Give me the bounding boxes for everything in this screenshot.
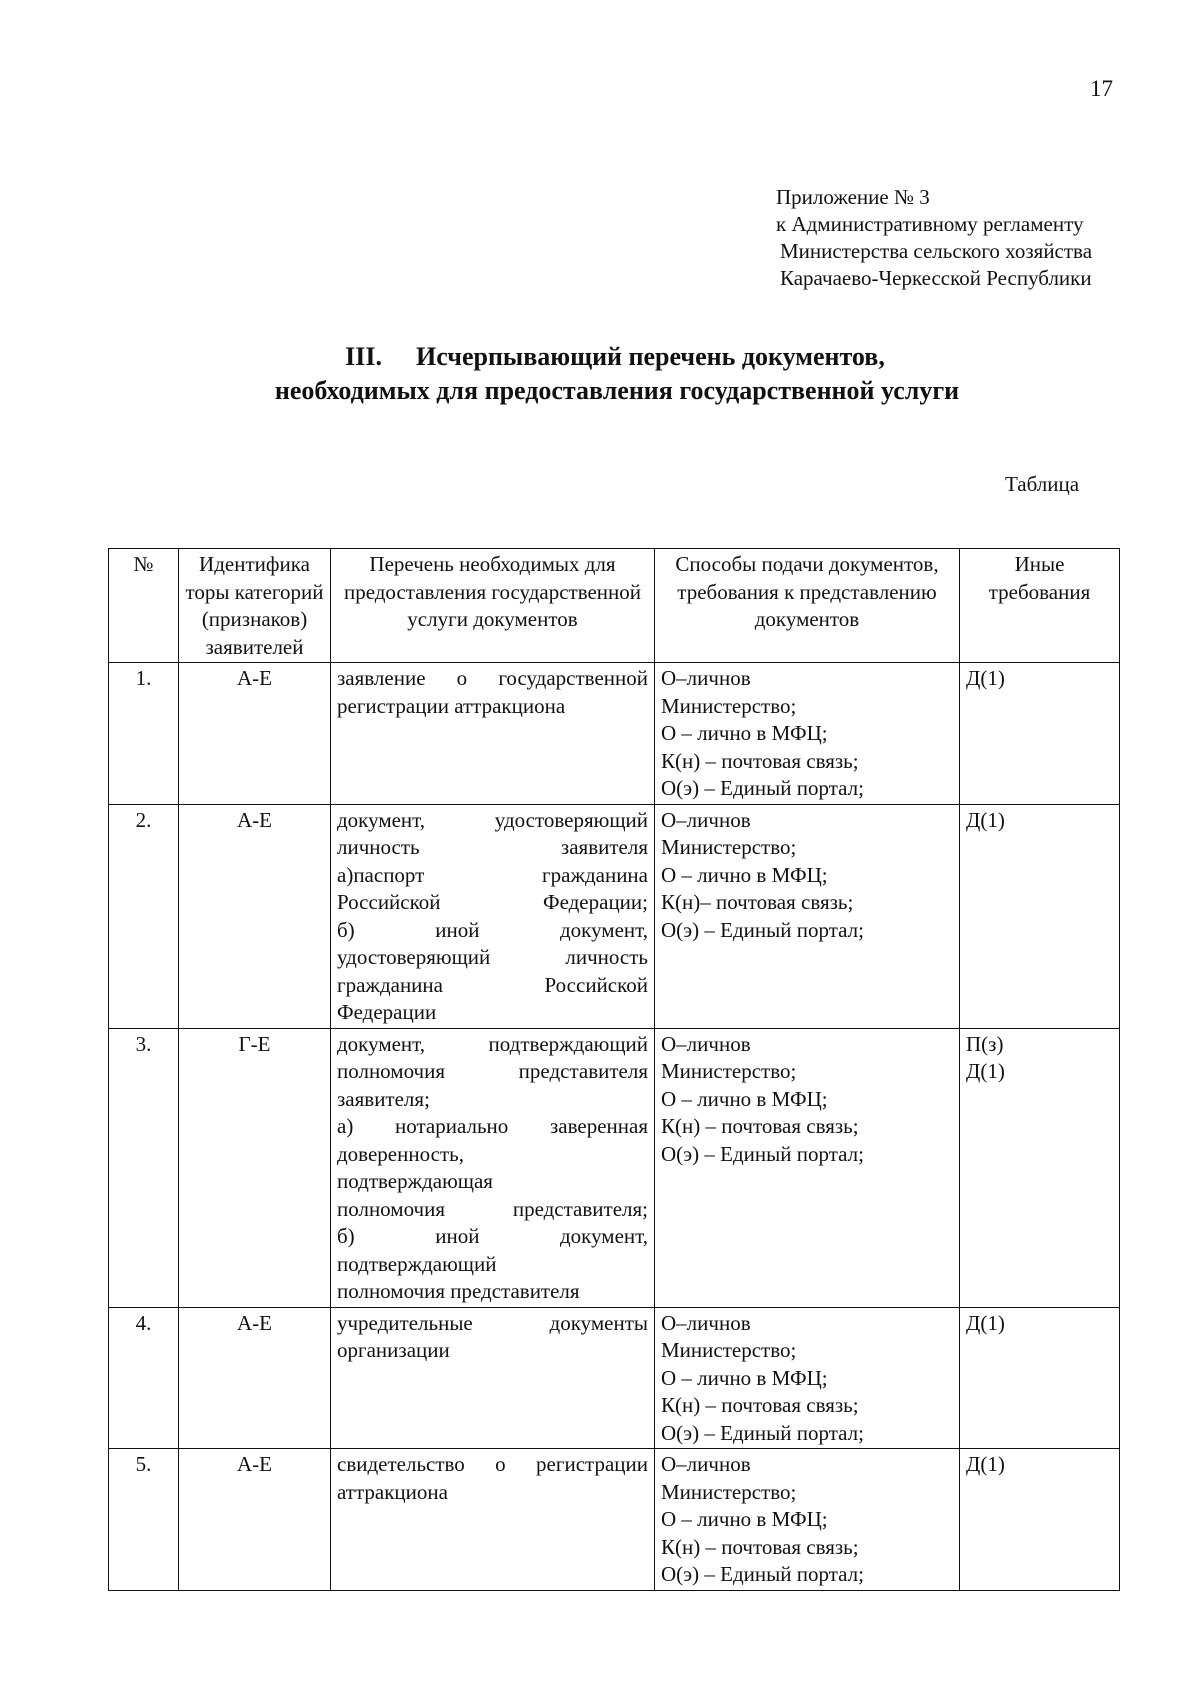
method-word: в (740, 666, 751, 690)
cell-other-requirements (960, 1028, 1120, 1307)
table-caption: Таблица (1005, 472, 1080, 496)
document-line: организации (337, 1338, 450, 1362)
document-line: удостоверяющий личность (337, 945, 648, 969)
method-word: лично (686, 1031, 741, 1056)
document-line: полномочия представителя (337, 1059, 648, 1083)
cell-submission-methods (655, 663, 960, 805)
method-word: – (676, 1310, 687, 1335)
document-line: учредительные документы (337, 1310, 648, 1335)
header-documents: Перечень необходимых для предоставления государственной услуги документов (331, 549, 655, 663)
table-row (109, 1449, 1120, 1591)
method-word: в (740, 1452, 751, 1476)
method-line: О(э) – Единый портал; (661, 917, 864, 942)
method-line: О – лично в МФЦ; (661, 1086, 828, 1111)
cell-documents (331, 1307, 655, 1449)
document-line: Российской Федерации; (337, 890, 648, 914)
method-line: О – лично в МФЦ; (661, 1365, 828, 1390)
appendix-line: Министерства сельского хозяйства (780, 239, 1093, 263)
cell-submission-methods (655, 1307, 960, 1449)
header-identifiers: Идентифика торы категорий (признаков) заявителей (179, 549, 331, 663)
method-word: лично (686, 807, 741, 832)
cell-num: 4. (109, 1307, 179, 1449)
method-word: О (661, 666, 677, 690)
method-word: – (676, 666, 687, 690)
section-title-line (0, 340, 1200, 374)
section-title-line: необходимых для предоставления государственной услуги (274, 376, 960, 405)
method-line: О(э) – Единый портал; (661, 1420, 864, 1445)
appendix-line: Приложение № 3 (776, 185, 930, 209)
document-line: б) иной документ, (337, 917, 648, 942)
method-word: в (740, 807, 751, 832)
cell-documents (331, 1449, 655, 1591)
requirement-code: Д(1) (966, 807, 1005, 832)
cell-num: 5. (109, 1449, 179, 1591)
document-line: полномочия представителя; (337, 1196, 648, 1221)
method-line: Министерство; (661, 835, 797, 859)
table-row (109, 1028, 1120, 1307)
header-other-requirements: Иные требования (960, 549, 1120, 663)
method-line: Министерство; (661, 1338, 797, 1362)
document-line: б) иной документ, (337, 1224, 648, 1248)
section-number: III. (345, 342, 383, 371)
cell-identifiers: А-Е (179, 1307, 331, 1449)
method-word: лично (686, 1310, 741, 1335)
method-line: К(н) – почтовая связь; (661, 748, 859, 773)
method-line: О – лично в МФЦ; (661, 1507, 828, 1531)
method-line: Министерство; (661, 693, 797, 718)
documents-table (108, 548, 1120, 1591)
document-line: подтверждающая (337, 1169, 493, 1193)
cell-documents (331, 804, 655, 1028)
method-line: О(э) – Единый портал; (661, 776, 864, 800)
method-line (661, 1031, 953, 1059)
cell-other-requirements (960, 804, 1120, 1028)
method-word: – (676, 1031, 687, 1056)
table-row (109, 1307, 1120, 1449)
cell-documents (331, 1028, 655, 1307)
document-line: а)паспорт гражданина (337, 862, 648, 887)
table-row (109, 663, 1120, 805)
requirement-code: Д(1) (966, 666, 1005, 690)
requirement-code: Д(1) (966, 1452, 1005, 1476)
document-line: документ, подтверждающий (337, 1031, 648, 1056)
section-title (0, 340, 1200, 408)
document-line: Федерации (337, 1000, 437, 1024)
method-line: Министерство; (661, 1479, 797, 1504)
cell-num: 1. (109, 663, 179, 805)
document-line: свидетельство о регистрации (337, 1452, 648, 1476)
cell-submission-methods (655, 1028, 960, 1307)
page-number: 17 (1090, 76, 1113, 101)
method-word: в (740, 1310, 751, 1335)
cell-documents (331, 663, 655, 805)
cell-submission-methods (655, 804, 960, 1028)
method-line (661, 665, 953, 693)
document-line: подтверждающий (337, 1251, 497, 1276)
method-word: О (661, 1310, 677, 1335)
cell-identifiers: Г-Е (179, 1028, 331, 1307)
method-word: – (676, 1452, 687, 1476)
requirement-code: П(з) (966, 1031, 1004, 1056)
document-line: заявителя; (337, 1086, 430, 1111)
document-line: документ, удостоверяющий (337, 807, 648, 832)
cell-identifiers: А-Е (179, 804, 331, 1028)
document-line: полномочия представителя (337, 1279, 580, 1303)
method-line: О(э) – Единый портал; (661, 1562, 864, 1586)
requirement-code: Д(1) (966, 1310, 1005, 1335)
cell-identifiers: А-Е (179, 1449, 331, 1591)
method-line: К(н) – почтовая связь; (661, 1114, 859, 1138)
cell-num: 2. (109, 804, 179, 1028)
method-line: Министерство; (661, 1059, 797, 1083)
method-line: О(э) – Единый портал; (661, 1141, 864, 1166)
document-line: доверенность, (337, 1141, 464, 1166)
method-word: – (676, 807, 687, 832)
table-header-row (109, 549, 1120, 663)
cell-submission-methods (655, 1449, 960, 1591)
method-line: О – лично в МФЦ; (661, 862, 828, 887)
method-word: О (661, 807, 677, 832)
cell-other-requirements (960, 1307, 1120, 1449)
method-word: лично (686, 1452, 741, 1476)
method-line (661, 1310, 953, 1338)
document-line: гражданина Российской (337, 972, 648, 997)
table-body (109, 663, 1120, 1591)
cell-other-requirements (960, 663, 1120, 805)
cell-num: 3. (109, 1028, 179, 1307)
method-line: К(н)– почтовая связь; (661, 890, 854, 914)
cell-identifiers: А-Е (179, 663, 331, 805)
method-line (661, 1451, 953, 1479)
table-row (109, 804, 1120, 1028)
method-word: лично (686, 666, 741, 690)
cell-other-requirements (960, 1449, 1120, 1591)
appendix-line: Карачаево-Черкесской Республики (780, 266, 1092, 290)
requirement-code: Д(1) (966, 1059, 1005, 1083)
method-word: О (661, 1031, 677, 1056)
method-line: О – лично в МФЦ; (661, 721, 828, 745)
method-word: О (661, 1452, 677, 1476)
document-line: а) нотариально заверенная (337, 1114, 648, 1138)
document-line: регистрации аттракциона (337, 693, 566, 718)
appendix-note (776, 184, 1092, 292)
header-submission-methods: Способы подачи документов, требования к представлению документов (655, 549, 960, 663)
method-line: К(н) – почтовая связь; (661, 1393, 859, 1417)
header-num: № (109, 549, 179, 663)
appendix-line: к Административному регламенту (776, 212, 1084, 236)
method-word: в (740, 1031, 751, 1056)
document-line: личность заявителя (337, 835, 648, 859)
document-line: аттракциона (337, 1479, 448, 1504)
document-line: заявление о государственной (337, 666, 648, 690)
method-line: К(н) – почтовая связь; (661, 1534, 859, 1559)
section-title-text: Исчерпывающий перечень документов, (416, 342, 885, 371)
method-line (661, 807, 953, 835)
